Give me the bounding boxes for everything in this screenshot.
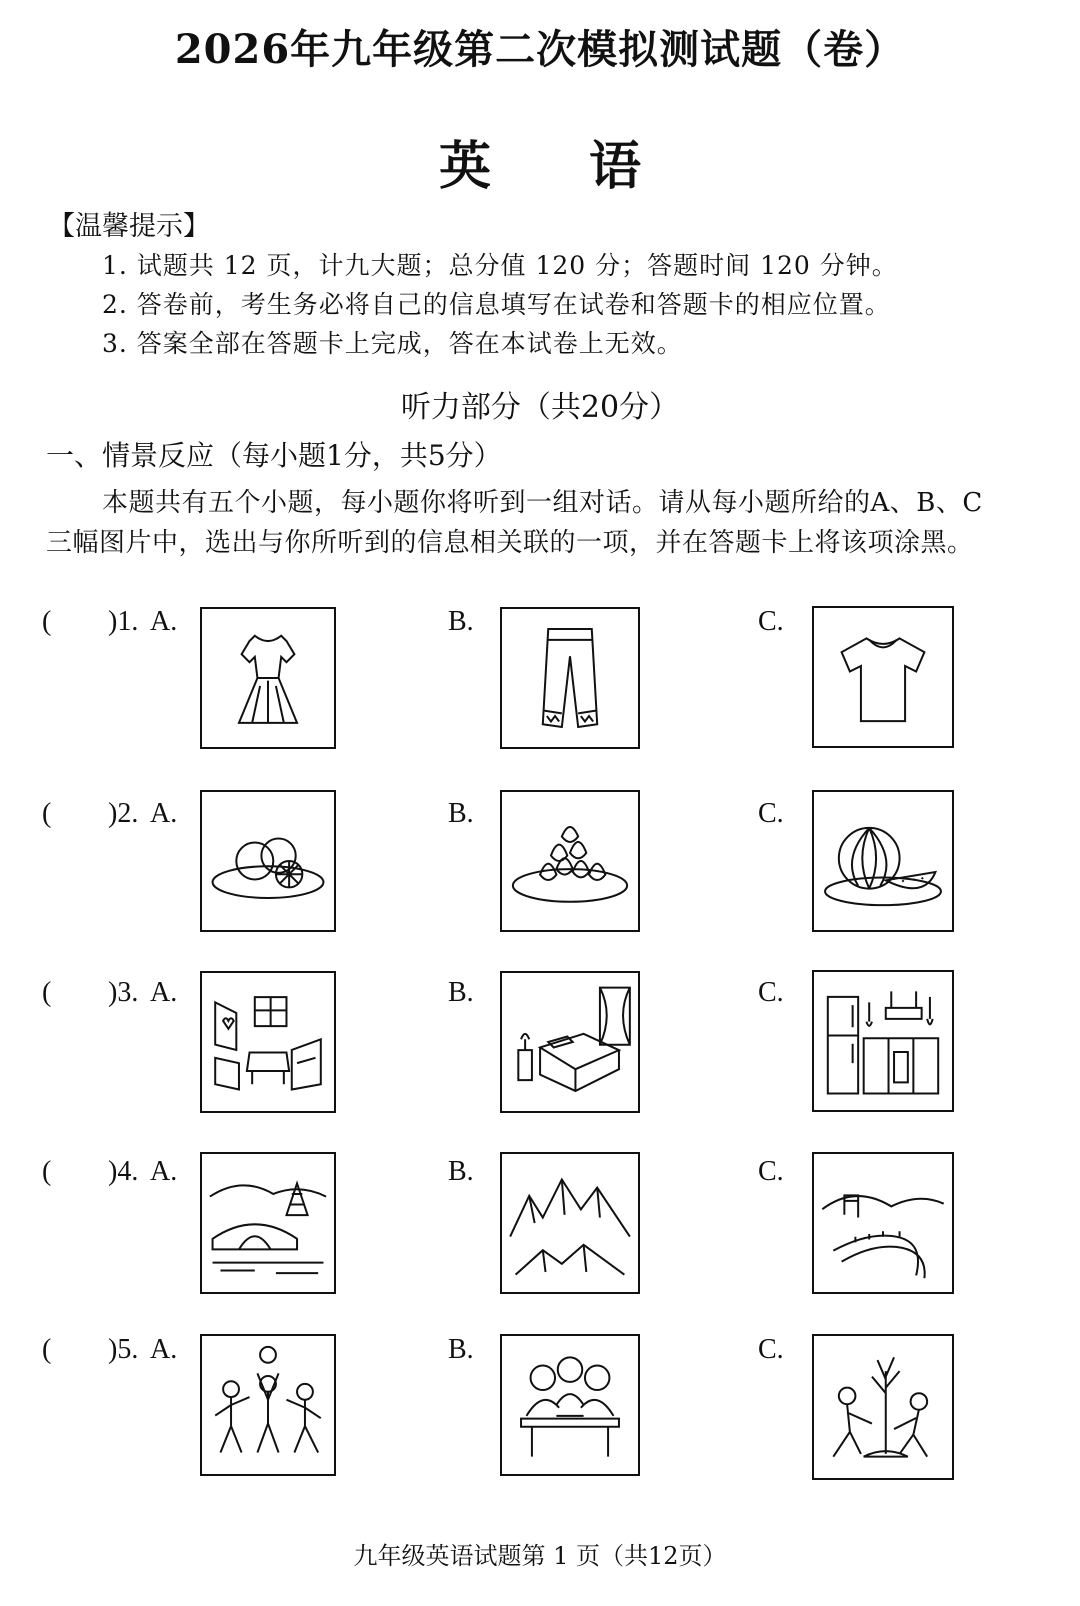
option-picture-b[interactable] xyxy=(500,971,640,1113)
great-wall-icon xyxy=(814,1154,952,1292)
question-number: )1. xyxy=(108,606,139,637)
option-picture-b[interactable] xyxy=(500,607,640,749)
option-label-b: B. xyxy=(448,1156,474,1187)
option-label-c: C. xyxy=(758,1156,784,1187)
kitchen-icon xyxy=(814,972,952,1110)
tshirt-icon xyxy=(814,608,952,746)
option-picture-b[interactable] xyxy=(500,1334,640,1476)
answer-paren[interactable]: ( xyxy=(42,1156,52,1187)
bedroom-icon xyxy=(502,973,638,1111)
option-label-a: A. xyxy=(150,977,178,1008)
page-footer: 九年级英语试题第 1 页（共12页） xyxy=(353,1542,727,1570)
option-picture-c[interactable] xyxy=(812,1334,954,1480)
answer-paren[interactable]: ( xyxy=(42,977,52,1008)
tip-item-2: 2. 答卷前，考生务必将自己的信息填写在试卷和答题卡的相应位置。 xyxy=(102,290,891,319)
option-picture-c[interactable] xyxy=(812,970,954,1112)
option-picture-a[interactable] xyxy=(200,1334,336,1476)
question-number: )5. xyxy=(108,1334,139,1365)
part-one-title: 一、情景反应（每小题1分，共5分） xyxy=(46,439,502,472)
studying-together-icon xyxy=(502,1336,638,1474)
option-picture-c[interactable] xyxy=(812,606,954,748)
option-label-b: B. xyxy=(448,798,474,829)
instruction-line-2: 三幅图片中，选出与你所听到的信息相关联的一项，并在答题卡上将该项涂黑。 xyxy=(46,528,974,558)
question-number: )4. xyxy=(108,1156,139,1187)
option-picture-c[interactable] xyxy=(812,1152,954,1294)
question-number: )2. xyxy=(108,798,139,829)
answer-paren[interactable]: ( xyxy=(42,1334,52,1365)
question-number: )3. xyxy=(108,977,139,1008)
option-picture-a[interactable] xyxy=(200,1152,336,1294)
bridge-pagoda-icon xyxy=(202,1154,334,1292)
option-label-b: B. xyxy=(448,1334,474,1365)
option-picture-c[interactable] xyxy=(812,790,954,932)
tip-item-1: 1. 试题共 12 页，计九大题；总分值 120 分；答题时间 120 分钟。 xyxy=(102,251,898,280)
option-label-a: A. xyxy=(150,1334,178,1365)
instruction-line-1: 本题共有五个小题，每小题你将听到一组对话。请从每小题所给的A、B、C xyxy=(102,488,983,518)
option-label-c: C. xyxy=(758,606,784,637)
strawberries-plate-icon xyxy=(502,792,638,930)
option-picture-a[interactable] xyxy=(200,971,336,1113)
option-label-b: B. xyxy=(448,606,474,637)
dress-icon xyxy=(202,609,334,747)
playing-ball-icon xyxy=(202,1336,334,1474)
answer-paren[interactable]: ( xyxy=(42,606,52,637)
option-label-a: A. xyxy=(150,798,178,829)
mountains-icon xyxy=(502,1154,638,1292)
option-label-c: C. xyxy=(758,798,784,829)
tip-item-3: 3. 答案全部在答题卡上完成，答在本试卷上无效。 xyxy=(102,329,683,358)
watermelon-icon xyxy=(814,792,952,930)
option-label-c: C. xyxy=(758,977,784,1008)
option-label-c: C. xyxy=(758,1334,784,1365)
option-picture-b[interactable] xyxy=(500,790,640,932)
trousers-icon xyxy=(502,609,638,747)
exam-title: 2026年九年级第二次模拟测试题（卷） xyxy=(174,26,906,73)
option-label-a: A. xyxy=(150,606,178,637)
oranges-plate-icon xyxy=(202,792,334,930)
option-picture-b[interactable] xyxy=(500,1152,640,1294)
answer-paren[interactable]: ( xyxy=(42,798,52,829)
living-room-icon xyxy=(202,973,334,1111)
subject-title: 英 语 xyxy=(438,136,682,197)
option-label-a: A. xyxy=(150,1156,178,1187)
option-picture-a[interactable] xyxy=(200,790,336,932)
option-picture-a[interactable] xyxy=(200,607,336,749)
tips-heading: 【温馨提示】 xyxy=(48,211,210,242)
listening-section-title: 听力部分（共20分） xyxy=(400,390,680,425)
planting-tree-icon xyxy=(814,1336,952,1478)
option-label-b: B. xyxy=(448,977,474,1008)
